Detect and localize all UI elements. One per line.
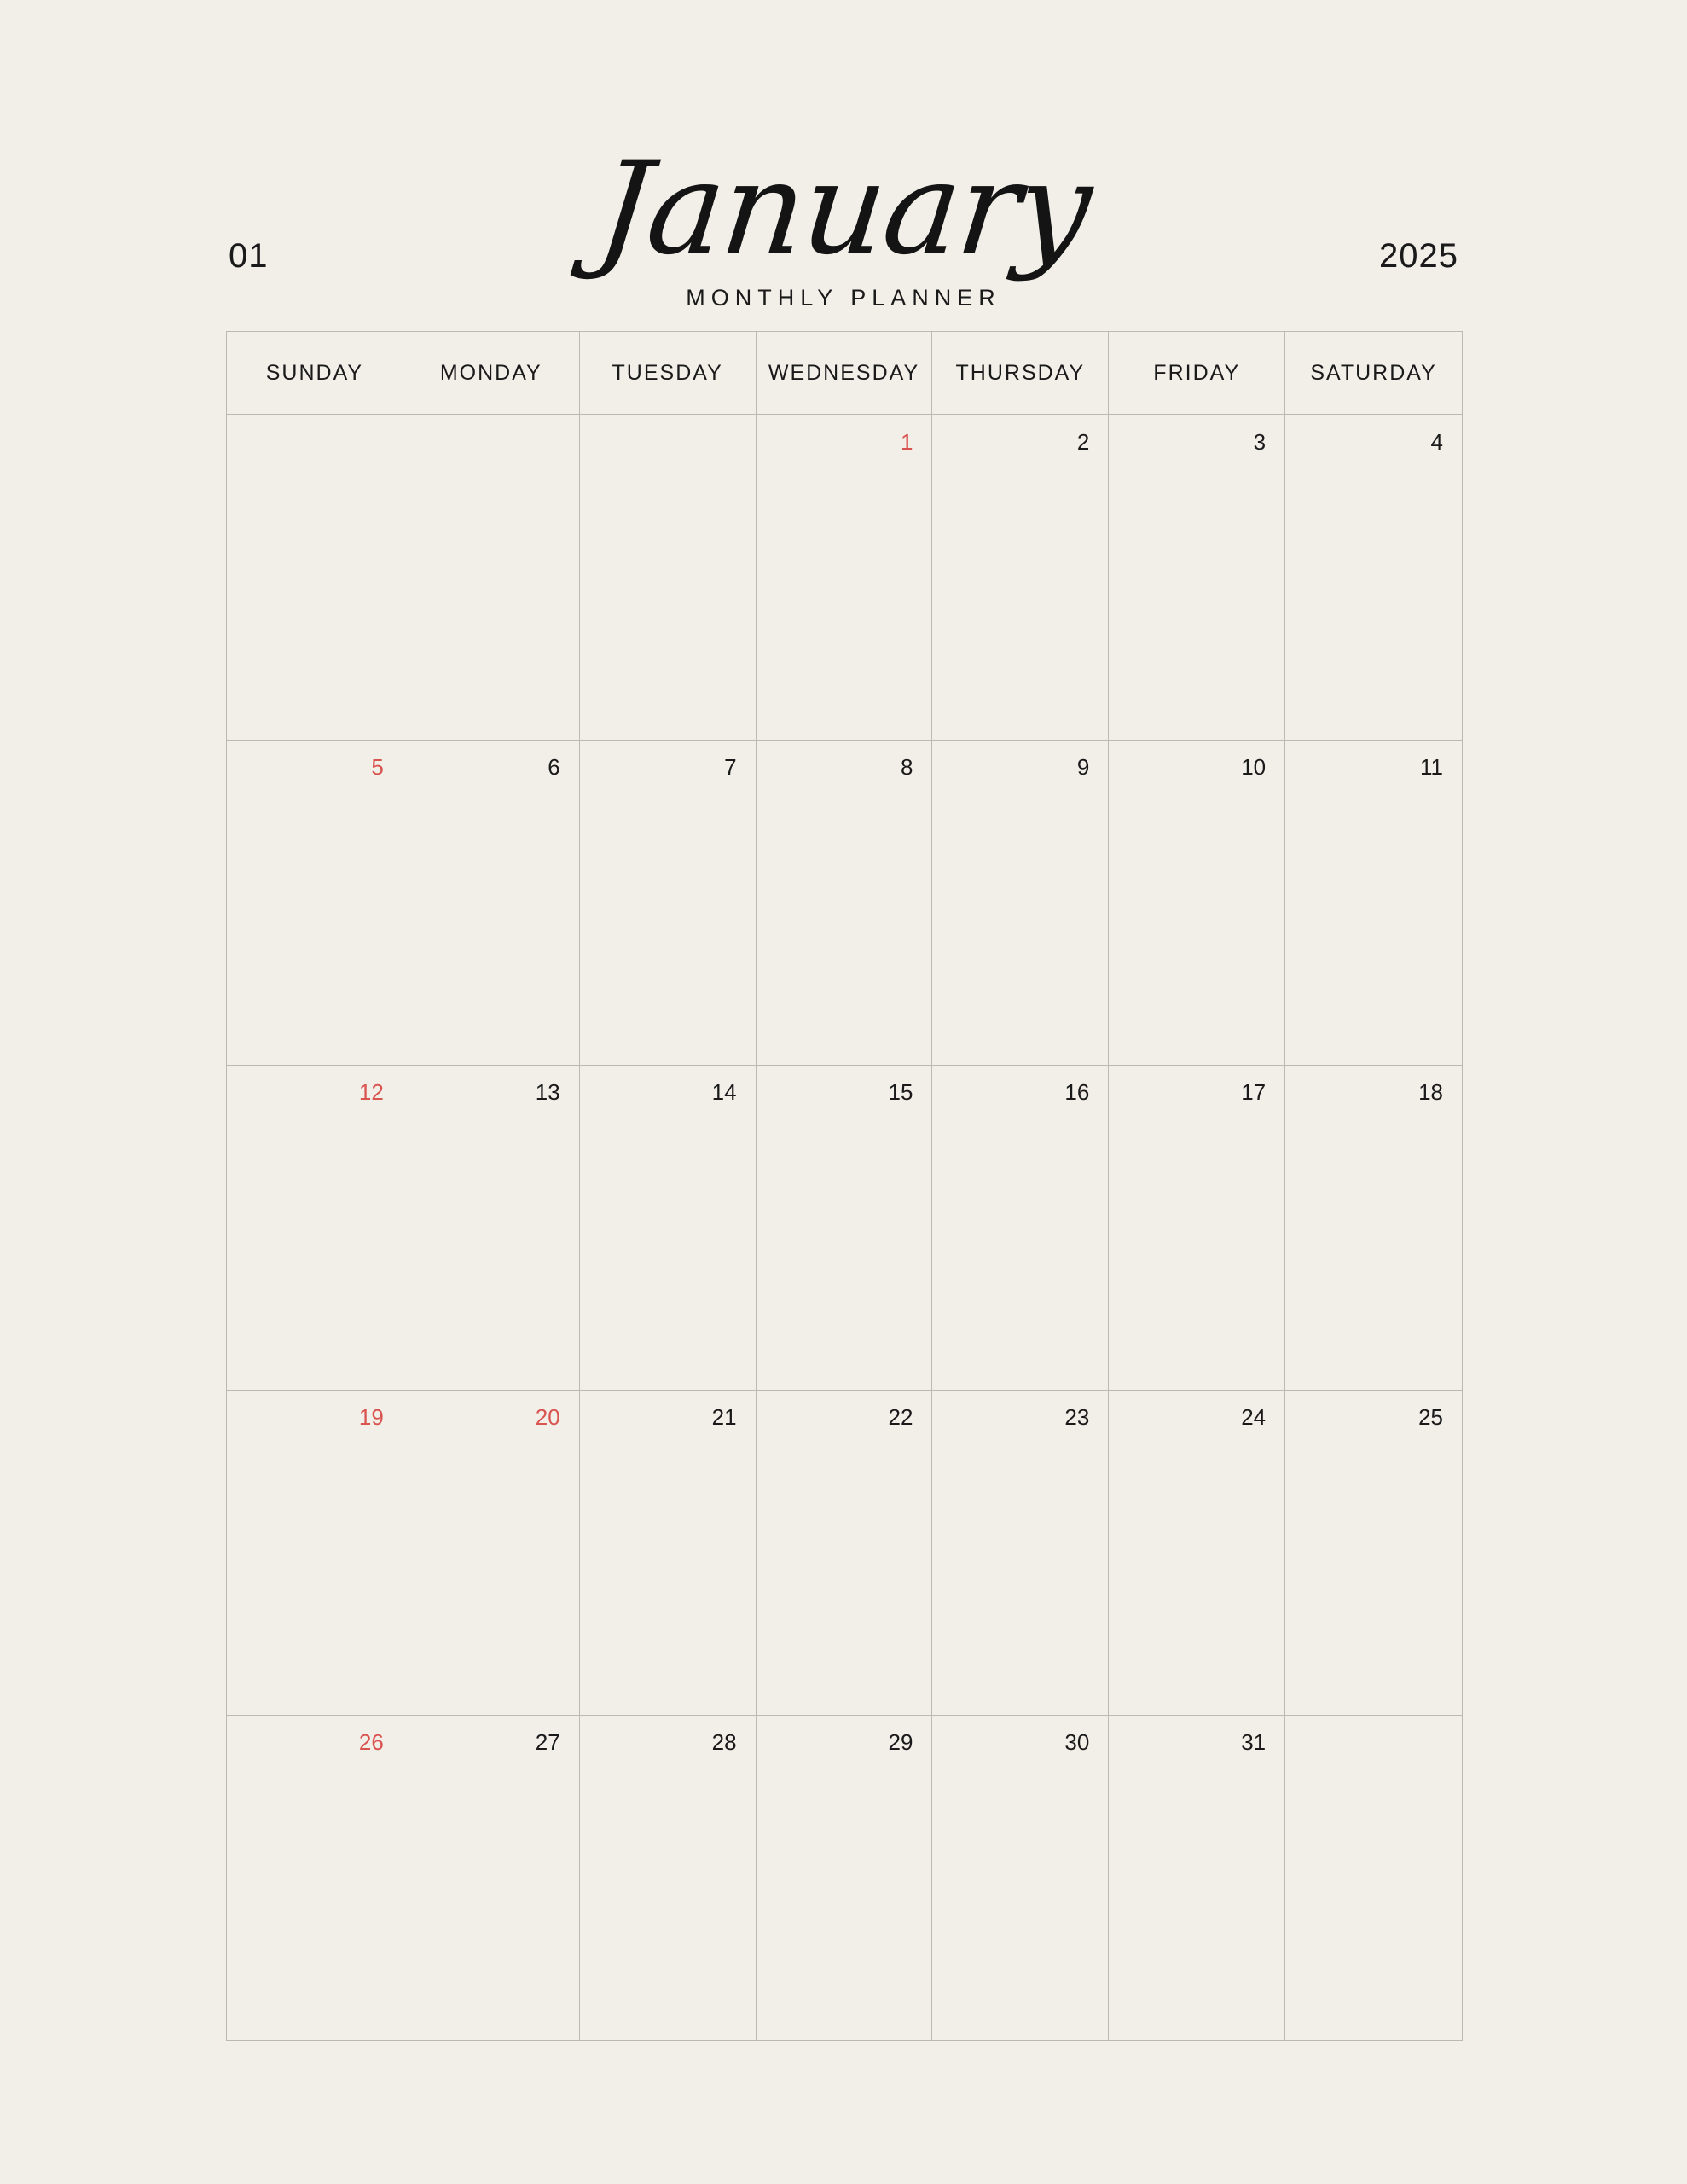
day-number: 13 [535,1079,560,1105]
title-block [0,135,1687,311]
day-number: 27 [535,1729,560,1755]
calendar-day-cell[interactable] [580,741,757,1065]
calendar-day-cell[interactable] [1285,1066,1462,1390]
calendar-day-cell[interactable] [1109,741,1285,1065]
day-number: 25 [1418,1404,1443,1430]
calendar-day-cell[interactable] [1109,1391,1285,1715]
day-number: 15 [888,1079,913,1105]
calendar-day-cell[interactable] [580,1716,757,2040]
day-number: 7 [724,754,737,780]
day-number: 21 [711,1404,737,1430]
day-number: 5 [371,754,384,780]
day-number: 12 [358,1079,384,1105]
day-number: 30 [1064,1729,1090,1755]
day-number: 8 [900,754,913,780]
weekday-tuesday: TUESDAY [580,332,757,414]
day-number: 17 [1241,1079,1267,1105]
calendar-day-cell[interactable] [227,1716,403,2040]
day-number: 31 [1241,1729,1267,1755]
calendar-day-cell[interactable] [1109,1066,1285,1390]
calendar-day-cell[interactable] [932,741,1109,1065]
day-number: 14 [711,1079,737,1105]
weekday-monday: MONDAY [403,332,580,414]
calendar-day-cell[interactable] [580,415,757,740]
calendar-day-cell[interactable] [932,1391,1109,1715]
day-number: 1 [900,429,913,455]
day-number: 26 [358,1729,384,1755]
weekday-header-row [227,332,1462,415]
month-number: 01 [229,237,269,275]
weekday-sunday: SUNDAY [227,332,403,414]
day-number: 3 [1253,429,1267,455]
calendar-day-cell[interactable] [580,1066,757,1390]
calendar-day-cell[interactable] [932,1716,1109,2040]
day-number: 2 [1076,429,1090,455]
day-number: 18 [1418,1079,1443,1105]
calendar-weeks [227,415,1462,2040]
day-number: 19 [358,1404,384,1430]
calendar-week-row [227,1066,1462,1391]
calendar-day-cell[interactable] [227,415,403,740]
page-header [0,94,1687,311]
calendar-week-row [227,1716,1462,2040]
calendar-week-row [227,1391,1462,1716]
calendar-day-cell[interactable] [227,741,403,1065]
calendar-day-cell[interactable] [932,1066,1109,1390]
day-number: 16 [1064,1079,1090,1105]
calendar-day-cell[interactable] [1285,415,1462,740]
calendar-day-cell[interactable] [757,1066,933,1390]
calendar-day-cell[interactable] [1285,1391,1462,1715]
day-number: 23 [1064,1404,1090,1430]
calendar-day-cell[interactable] [1109,1716,1285,2040]
weekday-wednesday: WEDNESDAY [757,332,933,414]
calendar-day-cell[interactable] [227,1391,403,1715]
calendar-day-cell[interactable] [1109,415,1285,740]
calendar-week-row [227,415,1462,741]
day-number: 20 [535,1404,560,1430]
day-number: 22 [888,1404,913,1430]
calendar-day-cell[interactable] [757,415,933,740]
day-number: 11 [1420,754,1443,780]
weekday-thursday: THURSDAY [932,332,1109,414]
calendar-day-cell[interactable] [1285,1716,1462,2040]
day-number: 6 [548,754,560,780]
calendar-day-cell[interactable] [403,1716,580,2040]
calendar-day-cell[interactable] [757,1391,933,1715]
day-number: 29 [888,1729,913,1755]
calendar-day-cell[interactable] [403,741,580,1065]
calendar-day-cell[interactable] [403,1391,580,1715]
weekday-friday: FRIDAY [1109,332,1285,414]
day-number: 9 [1076,754,1090,780]
page-subtitle: MONTHLY PLANNER [686,285,1001,311]
day-number: 24 [1241,1404,1267,1430]
day-number: 28 [711,1729,737,1755]
calendar-day-cell[interactable] [932,415,1109,740]
page-title: January [590,135,1097,283]
calendar-grid [226,331,1463,2041]
day-number: 4 [1430,429,1443,455]
year-label: 2025 [1379,237,1458,275]
weekday-saturday: SATURDAY [1310,360,1437,385]
calendar-day-cell[interactable] [403,1066,580,1390]
calendar-day-cell[interactable] [757,741,933,1065]
calendar-week-row [227,741,1462,1066]
calendar-day-cell[interactable] [580,1391,757,1715]
day-number: 10 [1241,754,1267,780]
calendar-day-cell[interactable] [757,1716,933,2040]
calendar-day-cell[interactable] [403,415,580,740]
calendar-day-cell[interactable] [227,1066,403,1390]
calendar-day-cell[interactable] [1285,741,1462,1065]
